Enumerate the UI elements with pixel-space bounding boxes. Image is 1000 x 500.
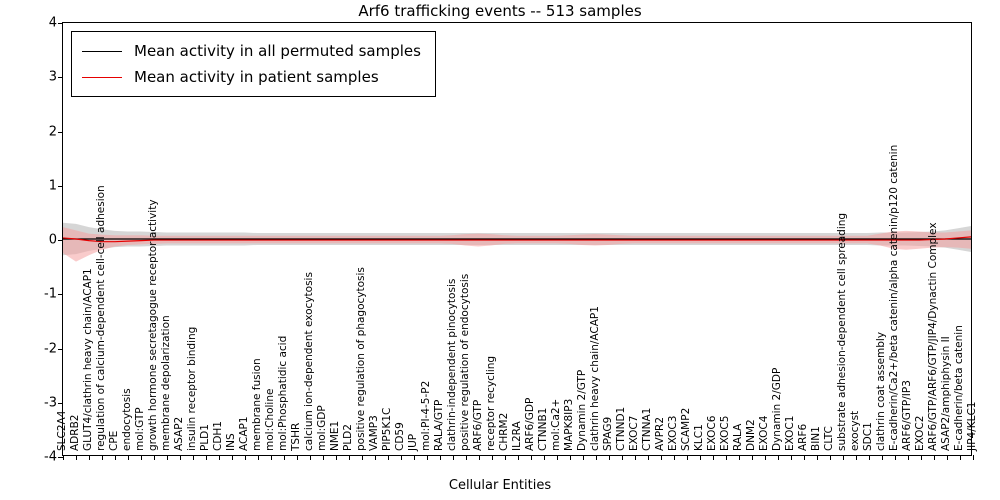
- x-tick-label: PIP5K1C: [381, 407, 393, 451]
- x-tick-label: E-cadherin/beta catenin: [953, 325, 965, 451]
- y-tick-label: 0: [48, 232, 57, 248]
- x-tick-label: PLD2: [342, 424, 354, 451]
- y-tick-mark: [58, 186, 63, 187]
- x-tick-mark: [518, 455, 519, 460]
- x-tick-mark: [830, 455, 831, 460]
- x-tick-label: EXOC3: [667, 415, 679, 451]
- x-tick-mark: [583, 455, 584, 460]
- x-tick-mark: [713, 455, 714, 460]
- x-tick-label: INS: [225, 433, 237, 451]
- x-tick-label: clathrin heavy chain/ACAP1: [589, 306, 601, 451]
- x-tick-mark: [895, 455, 896, 460]
- x-tick-label: EXOC4: [758, 415, 770, 451]
- legend-swatch-patient: [82, 77, 122, 78]
- x-tick-mark: [505, 455, 506, 460]
- x-tick-label: positive regulation of endocytosis: [459, 273, 471, 451]
- x-tick-mark: [89, 455, 90, 460]
- x-tick-mark: [921, 455, 922, 460]
- x-tick-mark: [804, 455, 805, 460]
- x-tick-mark: [622, 455, 623, 460]
- x-tick-mark: [934, 455, 935, 460]
- x-tick-label: clathrin coat assembly: [875, 331, 887, 451]
- x-tick-mark: [908, 455, 909, 460]
- x-tick-label: ARF6/GTP/ARF6/GTP/JIP4/Dynactin Complex: [927, 222, 939, 451]
- x-tick-label: Dynamin 2/GDP: [771, 367, 783, 451]
- x-tick-mark: [76, 455, 77, 460]
- y-tick-mark: [58, 132, 63, 133]
- x-tick-mark: [817, 455, 818, 460]
- y-tick-mark: [58, 349, 63, 350]
- x-tick-label: MAPK8IP3: [563, 398, 575, 451]
- x-tick-label: SLC2A4: [56, 410, 68, 451]
- x-tick-label: mol:PI-4-5-P2: [420, 380, 432, 451]
- x-tick-mark: [453, 455, 454, 460]
- x-tick-label: EXOC6: [706, 415, 718, 451]
- y-tick-label: 2: [48, 124, 57, 139]
- y-tick-mark: [58, 23, 63, 24]
- y-tick-label: -3: [44, 395, 57, 411]
- x-tick-label: CLTC: [823, 426, 835, 451]
- x-tick-mark: [440, 455, 441, 460]
- x-tick-mark: [388, 455, 389, 460]
- x-tick-mark: [362, 455, 363, 460]
- x-tick-mark: [973, 455, 974, 460]
- x-tick-mark: [232, 455, 233, 460]
- x-tick-label: ADRB2: [69, 414, 81, 451]
- x-tick-mark: [219, 455, 220, 460]
- x-tick-mark: [284, 455, 285, 460]
- chart-title: Arf6 trafficking events -- 513 samples: [358, 2, 642, 20]
- x-tick-label: membrane fusion: [251, 358, 263, 451]
- x-tick-label: E-cadherin/Ca2+/beta catenin/alpha catenin/p120 catenin: [888, 144, 900, 451]
- y-tick-mark: [58, 77, 63, 78]
- y-tick-label: 4: [48, 15, 57, 31]
- x-tick-label: mol:Choline: [264, 388, 276, 451]
- x-tick-mark: [427, 455, 428, 460]
- x-tick-mark: [739, 455, 740, 460]
- x-tick-mark: [635, 455, 636, 460]
- x-tick-mark: [258, 455, 259, 460]
- x-tick-label: ARF6/GTP: [472, 399, 484, 451]
- x-tick-label: CTNND1: [615, 406, 627, 451]
- x-tick-label: ACAP1: [238, 416, 250, 451]
- x-tick-label: mol:GTP: [134, 407, 146, 451]
- x-tick-label: CHRM2: [498, 412, 510, 451]
- x-tick-mark: [180, 455, 181, 460]
- x-tick-label: EXOC2: [914, 415, 926, 451]
- x-tick-mark: [661, 455, 662, 460]
- x-tick-label: GLUT4/clathrin heavy chain/ACAP1: [82, 268, 94, 451]
- x-tick-label: positive regulation of phagocytosis: [355, 267, 367, 451]
- x-tick-label: JUP: [407, 433, 419, 451]
- x-tick-label: receptor recycling: [485, 355, 497, 451]
- x-tick-label: IL2RA: [511, 421, 523, 451]
- x-tick-label: SDC1: [862, 422, 874, 451]
- x-tick-mark: [778, 455, 779, 460]
- x-tick-label: ARF6/GDP: [524, 397, 536, 451]
- x-tick-label: growth hormone secretagogue receptor activity: [147, 199, 159, 451]
- x-tick-mark: [102, 455, 103, 460]
- y-tick-label: -4: [44, 449, 57, 465]
- legend: [71, 31, 436, 97]
- legend-item-permuted: [82, 38, 421, 64]
- x-tick-label: BIN1: [810, 426, 822, 451]
- x-tick-label: JIP4/KLC1: [966, 401, 978, 451]
- x-tick-mark: [206, 455, 207, 460]
- x-tick-mark: [726, 455, 727, 460]
- y-tick-label: -2: [44, 341, 57, 356]
- x-tick-label: insulin receptor binding: [186, 326, 198, 451]
- x-tick-mark: [271, 455, 272, 460]
- y-tick-mark: [58, 403, 63, 404]
- x-tick-mark: [115, 455, 116, 460]
- x-tick-label: PLD1: [199, 424, 211, 451]
- x-tick-mark: [791, 455, 792, 460]
- x-tick-mark: [245, 455, 246, 460]
- x-tick-mark: [609, 455, 610, 460]
- x-tick-label: membrane depolarization: [160, 315, 172, 451]
- x-tick-label: clathrin-independent pinocytosis: [446, 278, 458, 451]
- x-tick-label: RALA: [732, 423, 744, 451]
- x-tick-label: NME1: [329, 420, 341, 451]
- x-tick-label: calcium ion-dependent exocytosis: [303, 272, 315, 451]
- x-tick-mark: [674, 455, 675, 460]
- x-tick-label: endocytosis: [121, 388, 133, 451]
- x-tick-mark: [141, 455, 142, 460]
- x-tick-mark: [128, 455, 129, 460]
- x-tick-label: EXOC7: [628, 415, 640, 451]
- x-tick-label: ASAP2: [173, 416, 185, 451]
- x-tick-mark: [154, 455, 155, 460]
- x-tick-label: regulation of calcium-dependent cell-cell adhesion: [95, 185, 107, 451]
- y-tick-mark: [58, 240, 63, 241]
- x-tick-mark: [310, 455, 311, 460]
- x-tick-label: exocyst: [849, 410, 861, 451]
- x-tick-mark: [323, 455, 324, 460]
- x-tick-label: EXOC5: [719, 415, 731, 451]
- x-tick-mark: [167, 455, 168, 460]
- x-tick-mark: [947, 455, 948, 460]
- x-tick-mark: [596, 455, 597, 460]
- x-tick-mark: [765, 455, 766, 460]
- x-tick-label: TSHR: [290, 422, 302, 451]
- x-tick-label: EXOC1: [784, 415, 796, 451]
- y-tick-label: 3: [48, 69, 57, 85]
- x-tick-label: KLC1: [693, 424, 705, 451]
- legend-swatch-permuted: [82, 51, 122, 52]
- legend-label-patient: Mean activity in patient samples: [134, 68, 379, 86]
- x-tick-label: CDH1: [212, 421, 224, 451]
- x-tick-label: CPE: [108, 430, 120, 451]
- x-tick-label: ASAP2/amphiphysin II: [940, 336, 952, 451]
- x-tick-mark: [193, 455, 194, 460]
- plot-area: [44, 15, 978, 465]
- x-tick-label: CTNNA1: [641, 407, 653, 451]
- x-tick-mark: [531, 455, 532, 460]
- x-tick-mark: [544, 455, 545, 460]
- x-tick-mark: [960, 455, 961, 460]
- x-tick-mark: [869, 455, 870, 460]
- x-tick-label: substrate adhesion-dependent cell spreading: [836, 212, 848, 451]
- x-tick-mark: [375, 455, 376, 460]
- x-tick-label: CD59: [394, 422, 406, 451]
- legend-item-patient: [82, 64, 421, 90]
- x-tick-label: ARF6: [797, 423, 809, 451]
- x-tick-mark: [63, 455, 64, 460]
- x-tick-mark: [297, 455, 298, 460]
- x-tick-label: AVPR2: [654, 416, 666, 451]
- x-tick-label: RALA/GTP: [433, 399, 445, 451]
- x-axis-label: Cellular Entities: [448, 478, 552, 493]
- x-tick-mark: [349, 455, 350, 460]
- x-tick-label: ARF6/GTP/IP3: [901, 380, 913, 451]
- x-tick-label: CTNNB1: [537, 407, 549, 451]
- y-tick-label: 1: [48, 178, 57, 194]
- x-tick-mark: [401, 455, 402, 460]
- x-tick-mark: [479, 455, 480, 460]
- legend-label-permuted: Mean activity in all permuted samples: [134, 42, 421, 60]
- x-tick-label: VAMP3: [368, 415, 380, 451]
- y-tick-label: -1: [44, 286, 57, 302]
- x-tick-mark: [570, 455, 571, 460]
- x-tick-label: mol:Phosphatidic acid: [277, 335, 289, 451]
- x-tick-label: Dynamin 2/GTP: [576, 369, 588, 451]
- x-tick-mark: [336, 455, 337, 460]
- x-tick-label: DNM2: [745, 419, 757, 451]
- y-tick-mark: [58, 294, 63, 295]
- x-tick-label: SCAMP2: [680, 407, 692, 451]
- x-tick-label: SPAG9: [602, 416, 614, 451]
- x-tick-label: mol:Ca2+: [550, 398, 562, 451]
- x-tick-mark: [752, 455, 753, 460]
- x-tick-mark: [700, 455, 701, 460]
- x-tick-mark: [843, 455, 844, 460]
- x-tick-mark: [856, 455, 857, 460]
- x-tick-mark: [492, 455, 493, 460]
- x-tick-mark: [557, 455, 558, 460]
- x-tick-mark: [466, 455, 467, 460]
- x-tick-label: mol:GDP: [316, 405, 328, 451]
- x-tick-mark: [648, 455, 649, 460]
- x-tick-mark: [687, 455, 688, 460]
- x-tick-mark: [414, 455, 415, 460]
- x-tick-mark: [882, 455, 883, 460]
